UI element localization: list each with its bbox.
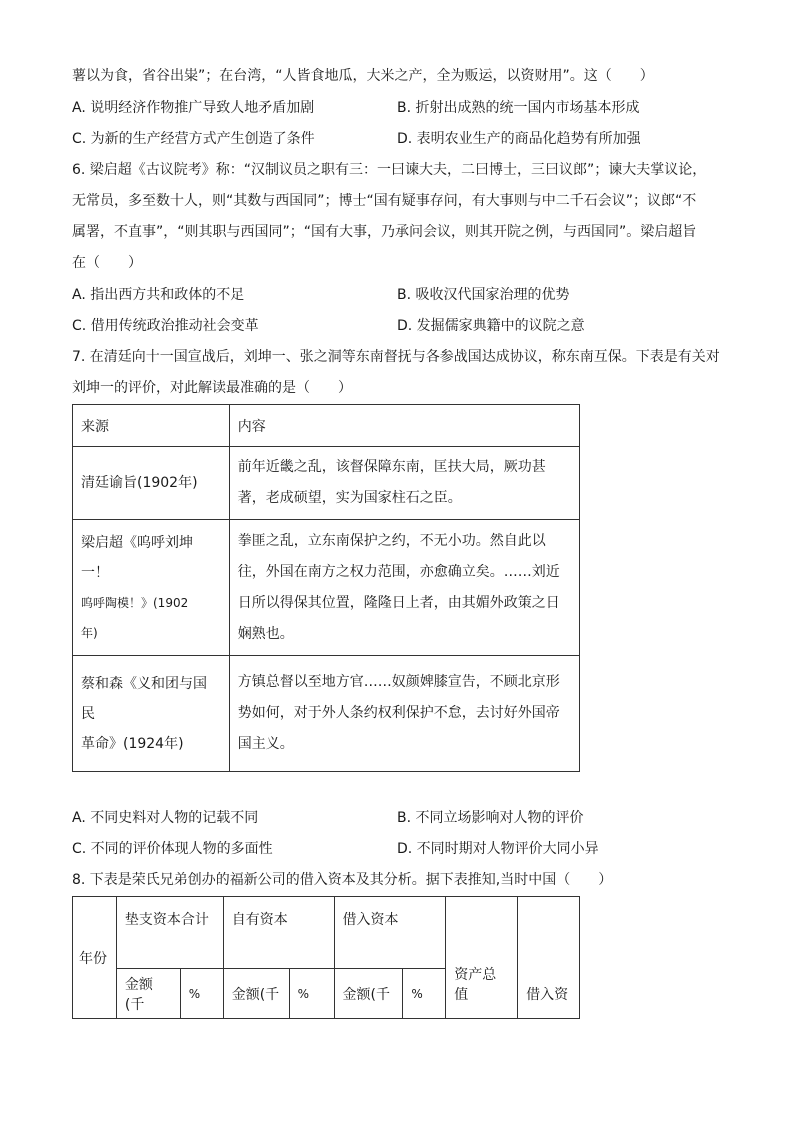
q7-table [72,404,580,772]
table-header-source: 来源 [73,405,230,447]
q7-option-a[interactable]: A. 不同史料对人物的记载不同 [72,810,259,826]
table-subheader-amount: 金额(千 [116,969,180,1019]
source-line: 蔡和森《义和团与国民 [81,675,207,722]
q8-stem-line1: 8. 下表是荣氏兄弟创办的福新公司的借入资本及其分析。据下表推知,当时中国（ ） [72,872,613,888]
content-line: 国主义。 [237,736,294,752]
table-header-total-assets: 资产总值 [446,897,518,1019]
table-header-row [73,897,580,969]
table-header-group: 自有资本 [223,897,334,969]
q7-option-d[interactable]: D. 不同时期对人物评价大同小异 [397,841,599,857]
table-row [73,520,580,656]
table-header-group: 借入资本 [334,897,446,969]
content-line: 势如何，对于外人条约权利保护不怠，去讨好外国帝 [237,705,560,721]
table-header-borrow: 借入资 [518,897,580,1019]
table-cell-content [229,447,579,520]
table-row [73,447,580,520]
q6-option-d[interactable]: D. 发掘儒家典籍中的议院之意 [397,318,585,334]
table-cell-source [73,656,230,772]
q6-stem-line4: 在（ ） [72,255,142,271]
table-cell-source [73,520,230,656]
source-line: 年) [81,625,98,640]
q5-option-a[interactable]: A. 说明经济作物推广导致人地矛盾加剧 [72,100,315,116]
q5-option-d[interactable]: D. 表明农业生产的商品化趋势有所加强 [397,131,641,147]
source-line: 革命》(1924年) [81,735,184,752]
q6-option-b[interactable]: B. 吸收汉代国家治理的优势 [397,287,570,303]
q5-stem-continuation: 薯以为食，省谷出粜”；在台湾，“人皆食地瓜，大米之产，全为贩运，以资财用”。这（ ） [72,68,654,84]
content-line: 往，外国在南方之权力范围，亦愈确立矣。……刘近 [237,563,560,580]
q7-option-b[interactable]: B. 不同立场影响对人物的评价 [397,810,584,826]
q6-stem-line2: 无常员，多至数十人，则“其数与西国同”；博士“国有疑事存问，有大事则与中二千石会议”；议郎“不 [72,193,697,209]
table-cell-content [229,656,579,772]
table-subheader-amount: 金额(千 [223,969,289,1019]
source-line: 呜呼陶模！》(1902 [81,595,189,610]
content-line: 方镇总督以至地方官……奴颜婢膝宣告，不顾北京形 [237,674,560,690]
content-line: 日所以得保其位置，隆隆日上者，由其媚外政策之日 [237,594,560,611]
q6-stem-line1: 6. 梁启超《古议院考》称：“汉制议员之职有三：一曰谏大夫，二曰博士，三曰议郎”；谏大夫掌议论， [72,162,707,178]
table-cell-source [73,447,230,520]
q8-table [72,896,580,1019]
q5-option-c[interactable]: C. 为新的生产经营方式产生创造了条件 [72,131,315,147]
source-line: 清廷谕旨(1902年) [81,475,198,491]
q6-stem-line3: 属署，不直事”，“则其职与西国同”；“国有大事，乃承问会议，则其开院之例，与西国同”。梁启超旨 [72,224,697,240]
q6-option-a[interactable]: A. 指出西方共和政体的不足 [72,287,245,303]
table-subheader-amount: 金额(千 [334,969,403,1019]
content-line: 娴熟也。 [237,625,294,642]
table-row [73,656,580,772]
q5-option-b[interactable]: B. 折射出成熟的统一国内市场基本形成 [397,100,640,116]
table-subheader-percent: % [403,969,446,1019]
content-line: 著，老成硕望，实为国家柱石之臣。 [237,490,462,506]
q7-option-c[interactable]: C. 不同的评价体现人物的多面性 [72,841,273,857]
table-header-year: 年份 [73,897,117,1019]
q7-stem-line1: 7. 在清廷向十一国宣战后，刘坤一、张之洞等东南督抚与各参战国达成协议，称东南互保。下表是有关对 [72,349,720,365]
table-header-content: 内容 [229,405,579,447]
content-line: 拳匪之乱，立东南保护之约，不无小功。然自此以 [237,532,546,549]
table-header-row [73,405,580,447]
table-subheader-percent: % [289,969,334,1019]
table-header-group: 垫支资本合计 [116,897,223,969]
q7-stem-line2: 刘坤一的评价，对此解读最准确的是（ ） [72,380,352,396]
q6-option-c[interactable]: C. 借用传统政治推动社会变革 [72,318,259,334]
table-subheader-percent: % [180,969,223,1019]
source-line: 梁启超《呜呼刘坤一！ [81,534,193,581]
content-line: 前年近畿之乱，该督保障东南，匡扶大局，厥功甚 [237,459,546,475]
table-cell-content [229,520,579,656]
